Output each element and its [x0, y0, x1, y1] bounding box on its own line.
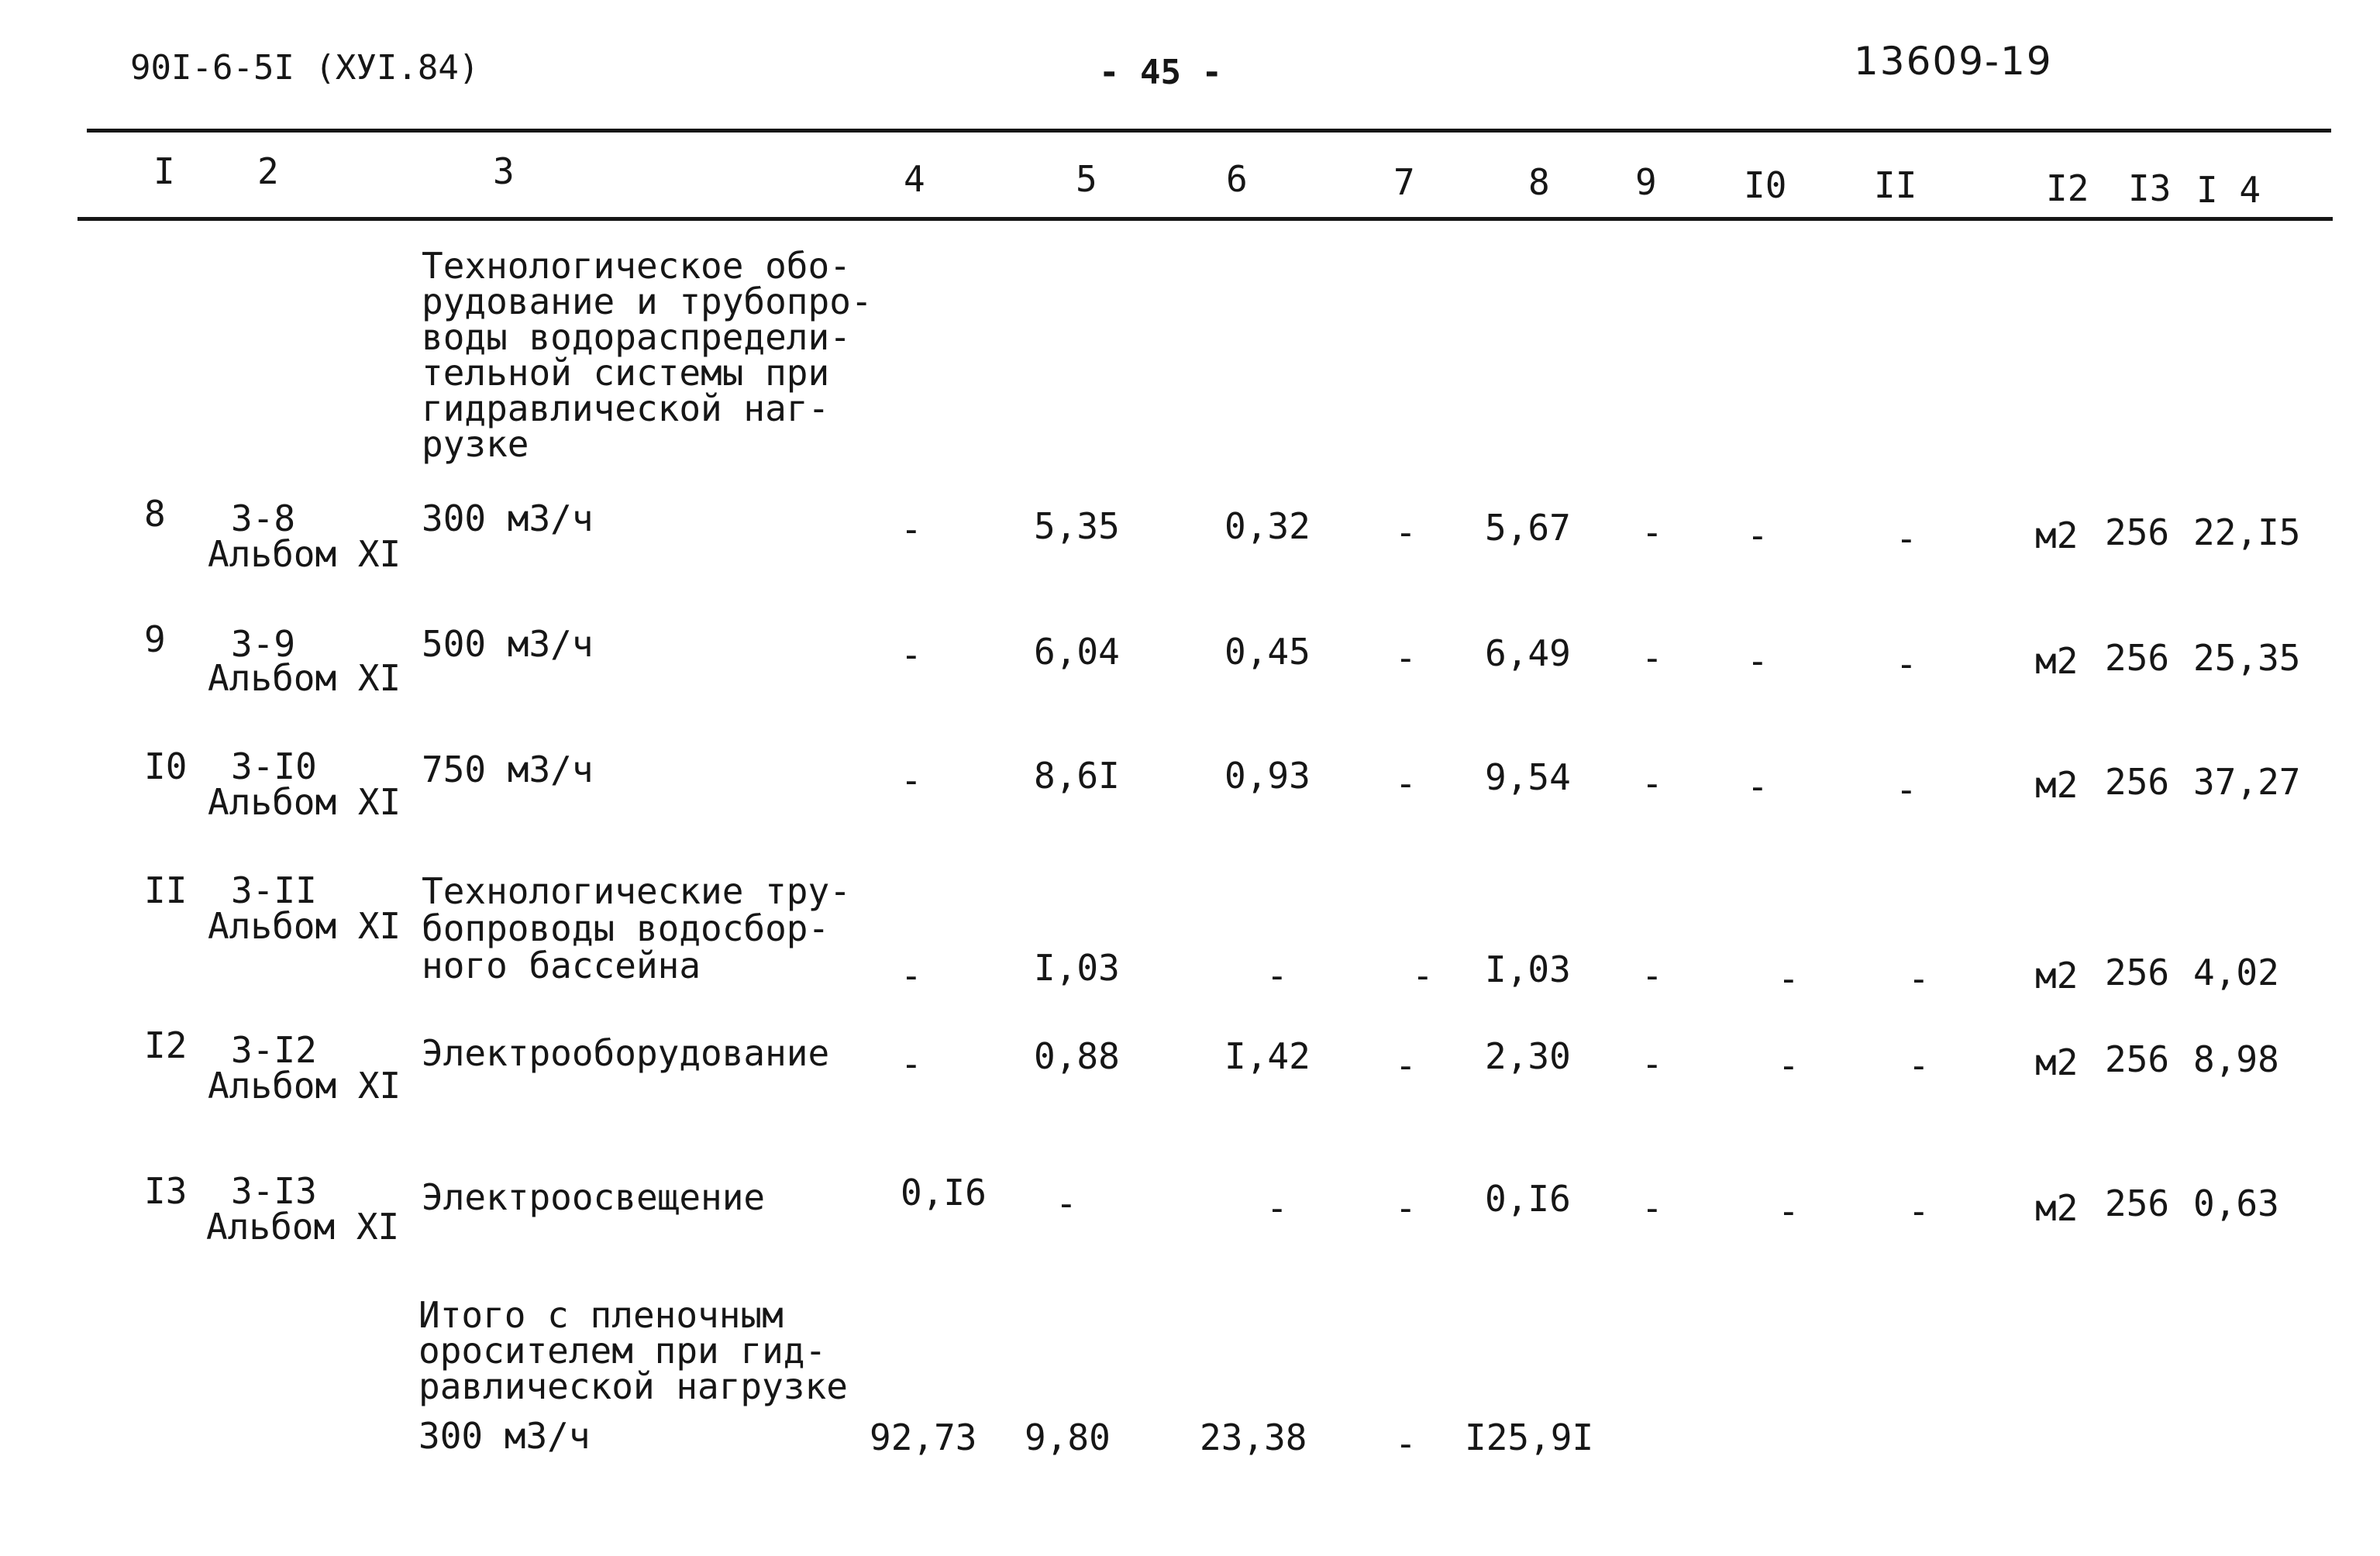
row-album: Альбом XI — [208, 905, 401, 947]
cell-col13: 256 — [2105, 952, 2170, 993]
cell-col5: 8,6I — [1034, 755, 1120, 797]
row-name: 500 м3/ч — [422, 623, 594, 665]
cell-col13: 256 — [2105, 761, 2170, 803]
cell-col11: - — [1896, 518, 1917, 559]
cell-col9: - — [1641, 955, 1663, 997]
cell-unit: м2 — [2035, 764, 2079, 806]
cell-col13: 256 — [2105, 637, 2170, 679]
cell-col8: I,03 — [1485, 948, 1571, 990]
cell-col13: 256 — [2105, 1038, 2170, 1080]
total-name: 300 м3/ч — [418, 1415, 591, 1457]
header-bottom-rule — [77, 217, 2333, 221]
cell-col14: 8,98 — [2193, 1038, 2279, 1080]
row-album: Альбом XI — [208, 781, 401, 823]
cell-col4: - — [901, 955, 922, 997]
header-top-rule — [87, 129, 2331, 133]
cell-unit: м2 — [2035, 1187, 2079, 1229]
cell-col9: - — [1641, 511, 1663, 553]
row-code: 3-8 — [231, 497, 296, 539]
cell-col4: - — [901, 634, 922, 676]
cell-col4: 0,I6 — [901, 1172, 987, 1213]
total-col8: I25,9I — [1465, 1417, 1594, 1458]
row-name: Технологические тру- бопроводы водосбор- ного бассейна — [422, 870, 851, 986]
cell-unit: м2 — [2035, 640, 2079, 682]
cell-col14: 0,63 — [2193, 1182, 2279, 1224]
cell-col10: - — [1778, 958, 1800, 1000]
total-col7: - — [1395, 1423, 1417, 1465]
row-number: 9 — [144, 618, 166, 660]
cell-col7: - — [1412, 955, 1434, 997]
cell-col5: - — [1056, 1182, 1077, 1224]
cell-col5: 0,88 — [1034, 1035, 1120, 1077]
cell-unit: м2 — [2035, 955, 2079, 997]
cell-col5: 5,35 — [1034, 505, 1120, 547]
row-album: Альбом XI — [208, 657, 401, 699]
cell-col11: - — [1908, 958, 1930, 1000]
cell-col5: I,03 — [1034, 947, 1120, 989]
cell-col9: - — [1641, 1187, 1663, 1229]
cell-unit: м2 — [2035, 515, 2079, 556]
row-name: Электрооборудование — [422, 1032, 830, 1074]
document-code: 90I-6-5I (XУI.84) — [130, 48, 480, 88]
row-album: Альбом XI — [206, 1206, 400, 1248]
cell-col7: - — [1395, 1187, 1417, 1229]
cell-col6: - — [1266, 955, 1288, 997]
row-number: II — [144, 869, 188, 911]
row-name: 750 м3/ч — [422, 749, 594, 790]
total-col6: 23,38 — [1200, 1417, 1307, 1458]
cell-col7: - — [1395, 1045, 1417, 1086]
row-album: Альбом XI — [208, 1065, 401, 1107]
cell-col11: - — [1896, 643, 1917, 685]
cell-col4: - — [901, 508, 922, 550]
cell-col10: - — [1747, 766, 1769, 807]
row-name: Электроосвещение — [422, 1176, 766, 1218]
row-code: 3-I0 — [231, 745, 317, 787]
cell-col8: 2,30 — [1485, 1035, 1571, 1077]
cell-col14: 4,02 — [2193, 952, 2279, 993]
cell-col6: 0,32 — [1224, 505, 1311, 547]
cell-col9: - — [1641, 637, 1663, 679]
column-header: 5 — [1076, 158, 1097, 200]
cell-col6: I,42 — [1224, 1035, 1311, 1077]
cell-col9: - — [1641, 1043, 1663, 1085]
column-header: 3 — [493, 150, 515, 192]
row-code: 3-II — [231, 869, 317, 911]
cell-col9: - — [1641, 763, 1663, 804]
cell-col13: 256 — [2105, 1182, 2170, 1224]
row-album: Альбом XI — [208, 533, 401, 575]
total-col4: 92,73 — [870, 1417, 977, 1458]
cell-col7: - — [1395, 763, 1417, 804]
cell-col7: - — [1395, 637, 1417, 679]
column-header: I2 — [2046, 167, 2089, 209]
cell-col10: - — [1747, 515, 1769, 556]
cell-col6: - — [1266, 1187, 1288, 1229]
cell-col4: - — [901, 759, 922, 801]
column-header: II — [1874, 164, 1917, 206]
row-code: 3-9 — [231, 623, 296, 665]
column-header: 8 — [1528, 161, 1550, 203]
column-header: I 4 — [2196, 169, 2261, 211]
column-header: 2 — [257, 150, 279, 192]
cell-col11: - — [1896, 769, 1917, 811]
cell-col6: 0,45 — [1224, 631, 1311, 673]
cell-unit: м2 — [2035, 1041, 2079, 1083]
cell-col14: 22,I5 — [2193, 511, 2301, 553]
row-code: 3-I2 — [231, 1029, 317, 1071]
cell-col10: - — [1747, 640, 1769, 682]
row-name: 300 м3/ч — [422, 497, 594, 539]
total-label: Итого с пленочным оросителем при гид- равлической нагрузке — [418, 1294, 848, 1407]
cell-col8: 6,49 — [1485, 632, 1571, 674]
column-header: I — [153, 150, 175, 192]
row-number: I2 — [144, 1024, 188, 1066]
column-header: 6 — [1226, 158, 1248, 200]
cell-col10: - — [1778, 1190, 1800, 1232]
cell-col14: 37,27 — [2193, 761, 2301, 803]
cell-col14: 25,35 — [2193, 637, 2301, 679]
cell-col4: - — [901, 1043, 922, 1085]
inventory-number: 13609-19 — [1854, 39, 2053, 84]
row-code: 3-I3 — [231, 1170, 317, 1212]
cell-col8: 0,I6 — [1485, 1178, 1571, 1220]
column-header: 9 — [1635, 161, 1657, 203]
page-number: - 45 - — [1099, 53, 1222, 92]
cell-col8: 5,67 — [1485, 507, 1571, 549]
cell-col6: 0,93 — [1224, 755, 1311, 797]
cell-col10: - — [1778, 1045, 1800, 1086]
total-col5: 9,80 — [1025, 1417, 1111, 1458]
column-header: 7 — [1393, 161, 1415, 203]
cell-col11: - — [1908, 1045, 1930, 1086]
section-description: Технологическое обо- рудование и трубопро- воды водораспредели- тельной системы при гидравлической наг- рузке — [422, 245, 873, 465]
row-number: I0 — [144, 745, 188, 787]
cell-col13: 256 — [2105, 511, 2170, 553]
cell-col8: 9,54 — [1485, 756, 1571, 798]
column-header: I3 — [2128, 167, 2172, 209]
row-number: I3 — [144, 1170, 188, 1212]
column-header: 4 — [904, 158, 925, 200]
row-number: 8 — [144, 493, 166, 535]
cell-col11: - — [1908, 1190, 1930, 1232]
column-header: I0 — [1744, 164, 1787, 206]
cell-col5: 6,04 — [1034, 631, 1120, 673]
cell-col7: - — [1395, 511, 1417, 553]
